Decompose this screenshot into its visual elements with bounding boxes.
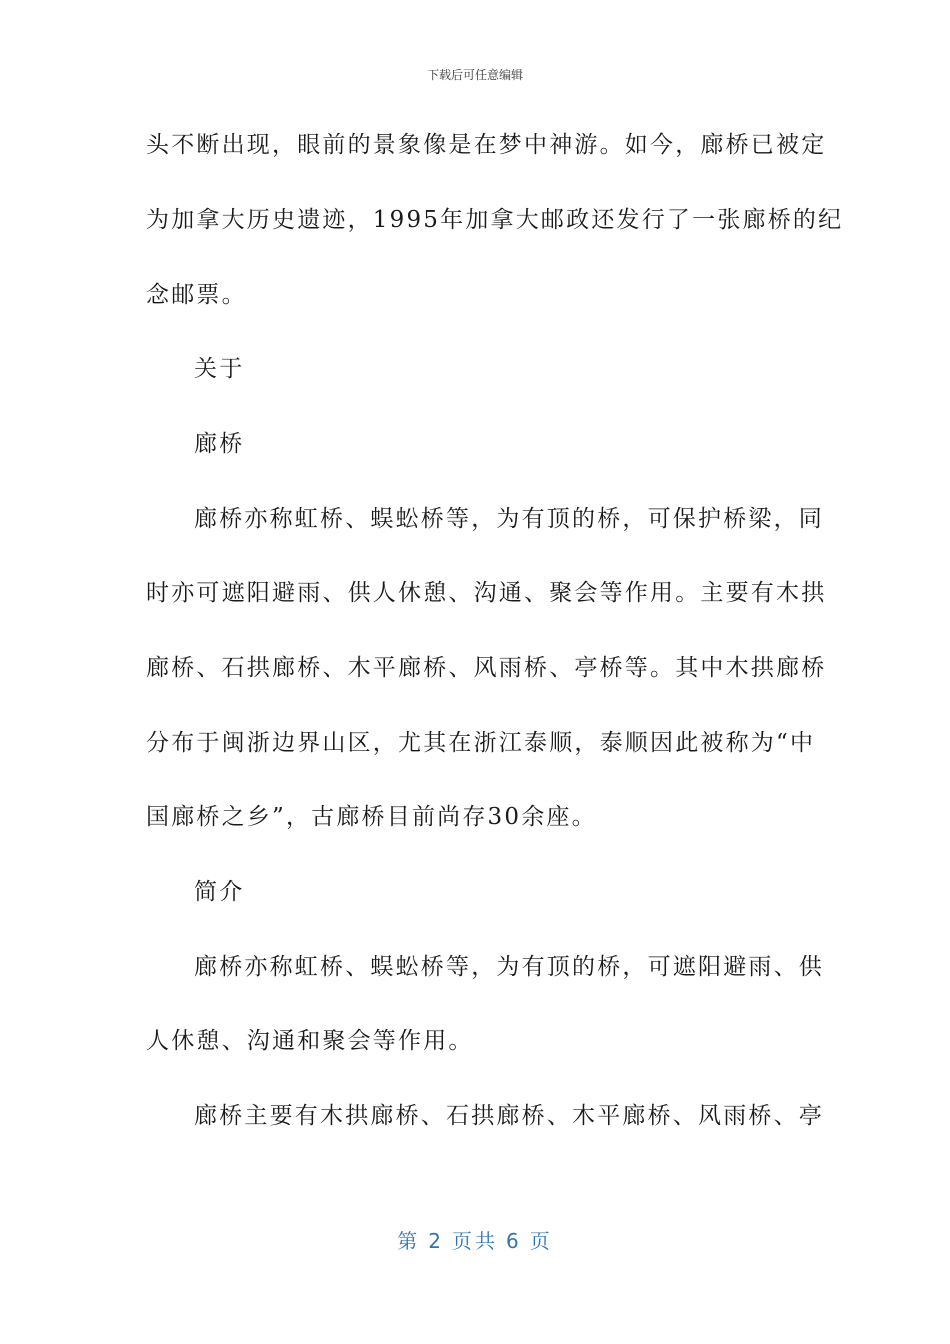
page-label-mid: 页共 (452, 1229, 498, 1253)
page-header: 下载后可任意编辑 (426, 68, 523, 82)
text-line: 廊桥、石拱廊桥、木平廊桥、风雨桥、亭桥等。其中木拱廊桥 (146, 655, 827, 681)
page-label-prefix: 第 (397, 1229, 421, 1253)
text-line: 国廊桥之乡”，古廊桥目前尚存30余座。 (146, 804, 597, 830)
text-line: 头不断出现，眼前的景象像是在梦中神游。如今，廊桥已被定 (146, 132, 827, 158)
text-line: 廊桥亦称虹桥、蜈蚣桥等，为有顶的桥，可保护桥梁，同 (194, 506, 824, 532)
current-page-number: 2 (428, 1229, 444, 1253)
text-line: 分布于闽浙边界山区，尤其在浙江泰顺，泰顺因此被称为“中 (146, 730, 816, 756)
page-label-suffix: 页 (529, 1229, 553, 1253)
section-heading: 简介 (194, 879, 245, 905)
text-line: 时亦可遮阳避雨、供人休憩、沟通、聚会等作用。主要有木拱 (146, 580, 827, 606)
text-line: 为加拿大历史遗迹，1995年加拿大邮政还发行了一张廊桥的纪 (146, 207, 844, 233)
text-line: 人休憩、沟通和聚会等作用。 (146, 1028, 474, 1054)
text-line: 廊桥亦称虹桥、蜈蚣桥等，为有顶的桥，可遮阳避雨、供 (194, 954, 824, 980)
section-heading: 廊桥 (194, 431, 245, 457)
total-pages-number: 6 (506, 1229, 522, 1253)
section-heading: 关于 (194, 356, 245, 382)
page-footer (0, 1225, 950, 1254)
text-line: 念邮票。 (146, 282, 247, 308)
text-line: 廊桥主要有木拱廊桥、石拱廊桥、木平廊桥、风雨桥、亭 (194, 1103, 824, 1129)
